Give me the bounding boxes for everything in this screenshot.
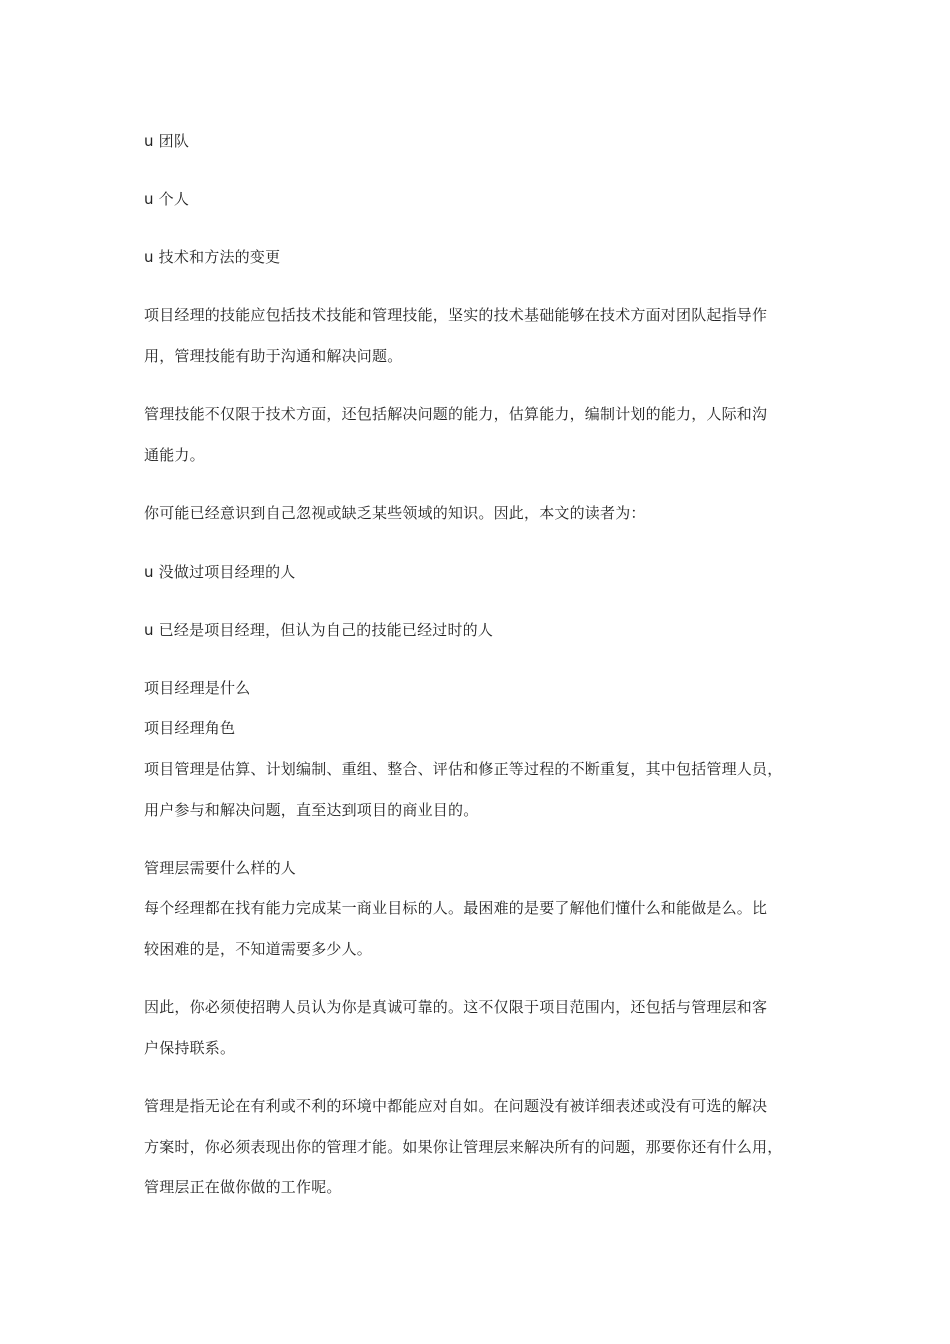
section-heading: 管理层需要什么样的人 — [144, 859, 297, 877]
paragraph-line: 项目管理是估算、计划编制、重组、整合、评估和修正等过程的不断重复，其中包括管理人员， — [144, 760, 783, 778]
paragraph-line: 用户参与和解决问题，直至达到项目的商业目的。 — [144, 801, 479, 819]
section-heading: 项目经理是什么 — [144, 679, 251, 697]
paragraph-line: 每个经理都在找有能力完成某一商业目标的人。最困难的是要了解他们懂什么和能做是么。比 — [144, 899, 768, 917]
paragraph-line: 管理层正在做你做的工作呢。 — [144, 1178, 342, 1196]
bullet-team: u 团队 — [144, 132, 190, 150]
section-heading: 项目经理角色 — [144, 719, 236, 737]
paragraph-line: 方案时，你必须表现出你的管理才能。如果你让管理层来解决所有的问题，那要你还有什么用， — [144, 1138, 783, 1156]
paragraph-line: 管理技能不仅限于技术方面，还包括解决问题的能力，估算能力，编制计划的能力，人际和沟 — [144, 405, 768, 423]
bullet-experienced-managers: u 已经是项目经理，但认为自己的技能已经过时的人 — [144, 621, 494, 639]
paragraph-line: 项目经理的技能应包括技术技能和管理技能，坚实的技术基础能够在技术方面对团队起指导作 — [144, 306, 768, 324]
paragraph-line: 较困难的是，不知道需要多少人。 — [144, 940, 373, 958]
bullet-individual: u 个人 — [144, 190, 190, 208]
paragraph-line: 因此，你必须使招聘人员认为你是真诚可靠的。这不仅限于项目范围内，还包括与管理层和客 — [144, 998, 768, 1016]
paragraph-line: 用，管理技能有助于沟通和解决问题。 — [144, 347, 403, 365]
paragraph-line: 通能力。 — [144, 446, 205, 464]
bullet-tech-method-change: u 技术和方法的变更 — [144, 248, 281, 266]
paragraph-line: 户保持联系。 — [144, 1039, 236, 1057]
paragraph-line: 你可能已经意识到自己忽视或缺乏某些领域的知识。因此，本文的读者为： — [144, 504, 646, 522]
paragraph-line: 管理是指无论在有利或不利的环境中都能应对自如。在问题没有被详细表述或没有可选的解决 — [144, 1097, 768, 1115]
bullet-new-managers: u 没做过项目经理的人 — [144, 563, 296, 581]
